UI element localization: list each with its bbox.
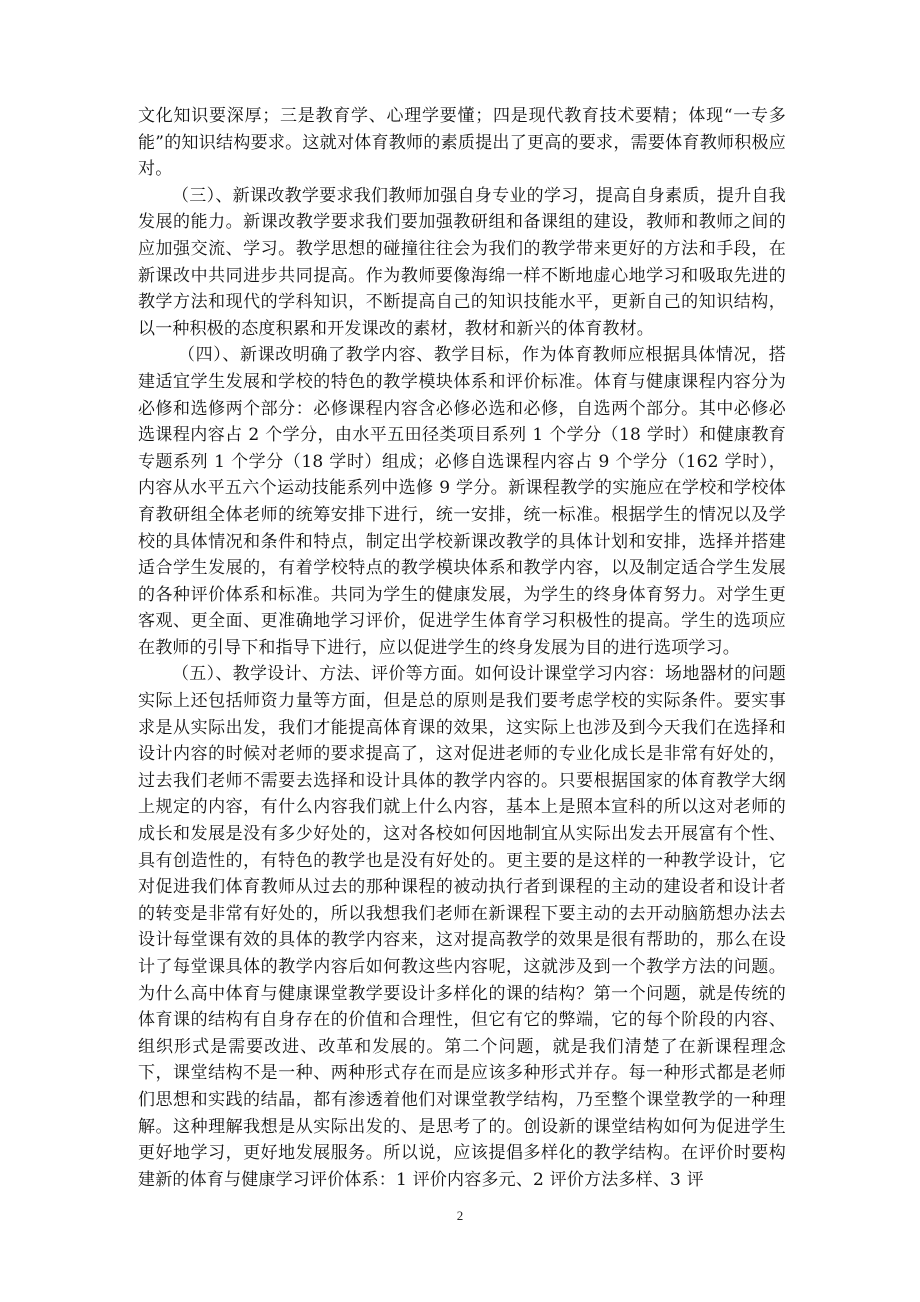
paragraph-continuation: 文化知识要深厚；三是教育学、心理学要懂；四是现代教育技术要精；体现“一专多能”的知识结构要求。这就对体育教师的素质提出了更高的要求，需要体育教师积极应对。 (138, 106, 786, 180)
paragraph-section-four: （四）、新课改明确了教学内容、教学目标，作为体育教师应根据具体情况，搭建适宜学生发展和学校的特色的教学模块体系和评价标准。体育与健康课程内容分为必修和选修两个部分：必修课程内容含必修必选和必修，自选两个部分。其中必修必选课程内容占 2 个学分，由水平五田径类项目系列 1 个学分（18 学时）和健康教育专题系列 1 个学分（18 学时）组成；必修自选课程内容占 9 个学分（162 学时），内容从水平五六个运动技能系列中选修 9 学分。新课程教学的实施应在学校和学校体育教研组全体老师的统筹安排下进行，统一安排，统一标准。根据学生的情况以及学校的具体情况和条件和特点，制定出学校新课改教学的具体计划和安排，选择并搭建适合学生发展的，有着学校特点的教学模块体系和教学内容，以及制定适合学生发展的各种评价体系和标准。共同为学生的健康发展，为学生的终身体育努力。对学生更客观、更全面、更准确地学习评价，促进学生体育学习积极性的提高。学生的选项应在教师的引导下和指导下进行，应以促进学生的终身发展为目的进行选项学习。 (138, 345, 786, 658)
document-body (138, 103, 786, 1193)
page-number: 2 (456, 1208, 464, 1223)
paragraph-section-three: （三）、新课改教学要求我们教师加强自身专业的学习，提高自身素质，提升自我发展的能力。新课改教学要求我们要加强教研组和备课组的建设，教师和教师之间的应加强交流、学习。教学思想的碰撞往往会为我们的教学带来更好的方法和手段，在新课改中共同进步共同提高。作为教师要像海绵一样不断地虚心地学习和吸取先进的教学方法和现代的学科知识，不断提高自己的知识技能水平，更新自己的知识结构，以一种积极的态度积累和开发课改的素材，教材和新兴的体育教材。 (138, 185, 786, 339)
paragraph-section-five: （五）、教学设计、方法、评价等方面。如何设计课堂学习内容：场地器材的问题实际上还包括师资力量等方面，但是总的原则是我们要考虑学校的实际条件。要实事求是从实际出发，我们才能提高体育课的效果，这实际上也涉及到今天我们在选择和设计内容的时候对老师的要求提高了，这对促进老师的专业化成长是非常有好处的，过去我们老师不需要去选择和设计具体的教学内容的。只要根据国家的体育教学大纲上规定的内容，有什么内容我们就上什么内容，基本上是照本宣科的所以这对老师的成长和发展是没有多少好处的，这对各校如何因地制宜从实际出发去开展富有个性、具有创造性的，有特色的教学也是没有好处的。更主要的是这样的一种教学设计，它对促进我们体育教师从过去的那种课程的被动执行者到课程的主动的建设者和设计者的转变是非常有好处的，所以我想我们老师在新课程下要主动的去开动脑筋想办法去设计每堂课有效的具体的教学内容来，这对提高教学的效果是很有帮助的，那么在设计了每堂课具体的教学内容后如何教这些内容呢，这就涉及到一个教学方法的问题。为什么高中体育与健康课堂教学要设计多样化的课的结构？第一个问题，就是传统的体育课的结构有自身存在的价值和合理性，但它有它的弊端，它的每个阶段的内容、组织形式是需要改进、改革和发展的。第二个问题，就是我们清楚了在新课程理念下，课堂结构不是一种、两种形式存在而是应该多种形式并存。每一种形式都是老师们思想和实践的结晶，都有渗透着他们对课堂教学结构，乃至整个课堂教学的一种理解。这种理解我想是从实际出发的、是思考了的。创设新的课堂结构如何为促进学生更好地学习，更好地发展服务。所以说，应该提倡多样化的教学结构。在评价时要构建新的体育与健康学习评价体系：1 评价内容多元、2 评价方法多样、3 评 (138, 664, 786, 1190)
